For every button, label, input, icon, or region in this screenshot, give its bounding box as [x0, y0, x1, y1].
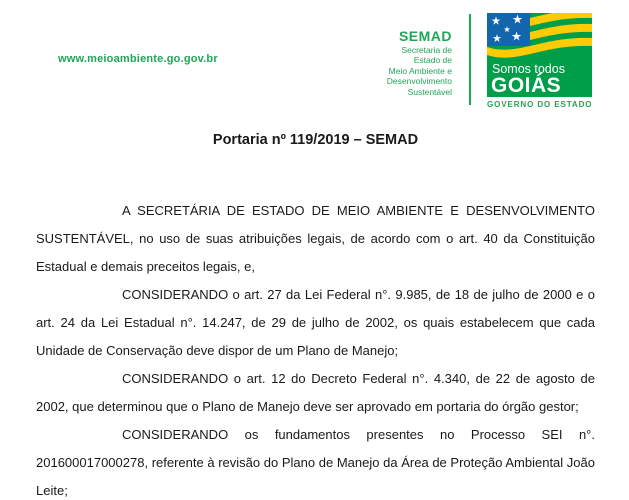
governo-do-estado-label: GOVERNO DO ESTADO: [487, 100, 593, 109]
goias-name: GOIÁS: [491, 74, 562, 97]
semad-logo-subtitle: [387, 45, 452, 97]
document-title: Portaria nº 119/2019 – SEMAD: [212, 132, 419, 148]
semad-subtitle-line: Estado de: [413, 55, 452, 66]
semad-logo-title: SEMAD: [398, 28, 452, 44]
goias-flag-icon: [487, 13, 592, 60]
semad-subtitle-line: Desenvolvimento: [386, 76, 452, 87]
document-body: [36, 197, 595, 500]
document-paragraph: CONSIDERANDO os fundamentos presentes no Processo SEI n°. 201600017000278, referente à revisão do Plano de Manejo da Área de Proteção Ambiental João Leite;: [36, 427, 595, 498]
goias-tagline: Somos todos: [492, 62, 565, 76]
document-paragraph: A SECRETÁRIA DE ESTADO DE MEIO AMBIENTE E DESENVOLVIMENTO SUSTENTÁVEL, no uso de suas atribuições legais, de acordo com o art. 40 da Constituição Estadual e demais preceitos legais, e,: [36, 203, 595, 274]
logo-divider: [469, 14, 471, 105]
goias-logo: [487, 13, 592, 97]
semad-subtitle-line: Secretaria de: [401, 45, 452, 55]
semad-subtitle-line: Meio Ambiente e: [388, 65, 452, 76]
semad-logo: [387, 29, 452, 97]
document-paragraph: CONSIDERANDO o art. 27 da Lei Federal n°. 9.985, de 18 de julho de 2000 e o art. 24 da Lei Estadual n°. 14.247, de 29 de julho de 2002, os quais estabelecem que cada Unidade de Conservação deve dispor de um Plano de Manejo;: [36, 287, 595, 358]
website-url: www.meioambiente.go.gov.br: [58, 53, 218, 65]
document-paragraph: CONSIDERANDO o art. 12 do Decreto Federal n°. 4.340, de 22 de agosto de 2002, que determinou que o Plano de Manejo deve ser aprovado em portaria do órgão gestor;: [36, 371, 595, 414]
semad-subtitle-line: Sustentável: [407, 86, 452, 97]
